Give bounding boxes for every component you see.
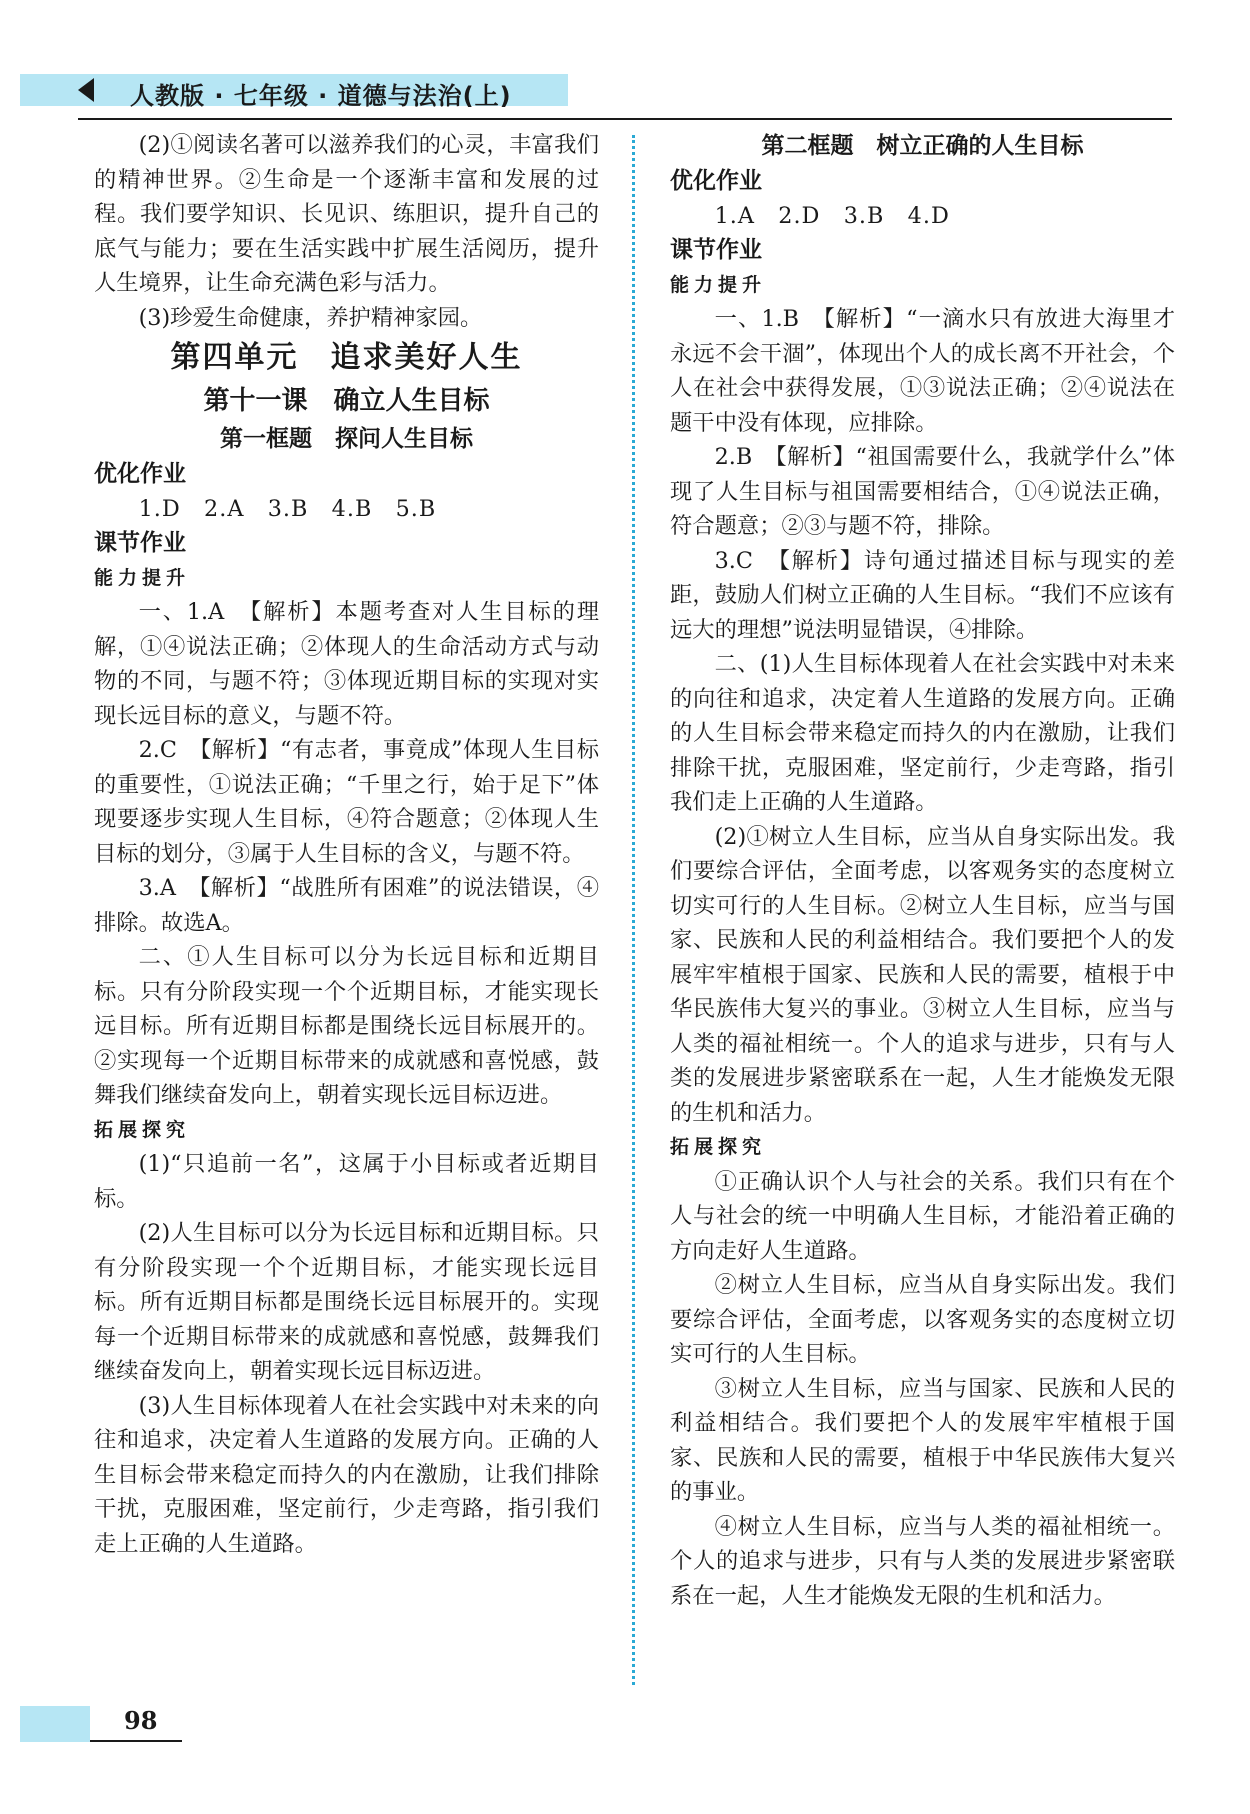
right-column — [670, 128, 1175, 1613]
section-heading: 优化作业 — [94, 461, 186, 487]
answer-paragraph: ①正确认识个人与社会的关系。我们只有在个人与社会的统一中明确人生目标，才能沿着正确的方向走好人生道路。 — [670, 1168, 1175, 1264]
answer-paragraph: 二、(1)人生目标体现着人在社会实践中对未来的向往和追求，决定着人生道路的发展方向。正确的人生目标会带来稳定而持久的内在激励，让我们排除干扰，克服困难，坚定前行，少走弯路，指引我们走上正确的人生道路。 — [670, 651, 1175, 815]
footer-rule — [90, 1740, 182, 1742]
subsection-heading: 能力提升 — [94, 566, 191, 589]
section-heading: 课节作业 — [670, 237, 762, 263]
answer-paragraph: 一、1.B 【解析】“一滴水只有放进大海里才永远不会干涸”，体现出个人的成长离不开社会，个人在社会中获得发展，①③说法正确；②④说法在题干中没有体现，应排除。 — [670, 306, 1175, 436]
section-heading: 课节作业 — [94, 530, 186, 556]
answer-paragraph: (3)人生目标体现着人在社会实践中对未来的向往和追求，决定着人生道路的发展方向。正确的人生目标会带来稳定而持久的内在激励，让我们排除干扰，克服困难，坚定前行，少走弯路，指引我们走上正确的人生道路。 — [94, 1392, 599, 1557]
answer-paragraph: 3.A 【解析】“战胜所有困难”的说法错误，④排除。故选A。 — [94, 875, 599, 936]
frame-title: 第二框题 树立正确的人生目标 — [761, 132, 1084, 159]
section-heading: 优化作业 — [670, 168, 762, 194]
answer-paragraph: ③树立人生目标，应当与国家、民族和人民的利益相结合。我们要把个人的发展牢牢植根于国家、民族和人民的需要，植根于中华民族伟大复兴的事业。 — [670, 1375, 1175, 1505]
answer-paragraph: 一、1.A 【解析】本题考查对人生目标的理解，①④说法正确；②体现人的生命活动方式与动物的不同，与题不符；③体现近期目标的实现对实现长远目标的意义，与题不符。 — [94, 599, 599, 729]
answer-key: 1.A 2.D 3.B 4.D — [714, 202, 950, 229]
answer-paragraph: (2)①阅读名著可以滋养我们的心灵，丰富我们的精神世界。②生命是一个逐渐丰富和发展的过程。我们要学知识、长见识、练胆识，提升自己的底气与能力；要在生活实践中扩展生活阅历，提升人生境界，让生命充满色彩与活力。 — [94, 132, 599, 296]
lesson-title: 第十一课 确立人生目标 — [203, 386, 490, 416]
subsection-heading: 拓展探究 — [94, 1118, 191, 1141]
left-column — [94, 128, 599, 1561]
answer-paragraph: 2.C 【解析】“有志者，事竟成”体现人生目标的重要性，①说法正确；“千里之行，始于足下”体现要逐步实现人生目标，④符合题意；②体现人生目标的划分，③属于人生目标的含义，与题不符。 — [94, 737, 599, 867]
answer-key: 1.D 2.A 3.B 4.B 5.B — [138, 495, 437, 522]
header-rule — [78, 118, 1172, 120]
back-arrow-icon — [78, 78, 94, 102]
answer-paragraph: 3.C 【解析】诗句通过描述目标与现实的差距，鼓励人们树立正确的人生目标。“我们不应该有远大的理想”说法明显错误，④排除。 — [670, 547, 1175, 643]
answer-paragraph: (1)“只追前一名”，这属于小目标或者近期目标。 — [94, 1151, 599, 1212]
footer-band — [20, 1706, 90, 1742]
book-title: 人教版 · 七年级 · 道德与法治(上) — [130, 82, 512, 110]
answer-paragraph: (3)珍爱生命健康，养护精神家园。 — [138, 304, 483, 331]
frame-title: 第一框题 探问人生目标 — [220, 425, 473, 452]
answer-paragraph: (2)①树立人生目标，应当从自身实际出发。我们要综合评估，全面考虑，以客观务实的态度树立切实可行的人生目标。②树立人生目标，应当与国家、民族和人民的利益相结合。我们要把个人的发展牢牢植根于国家、民族和人民的需要，植根于中华民族伟大复兴的事业。③树立人生目标，应当与人类的福祉相统一。个人的追求与进步，只有与人类的发展进步紧密联系在一起，人生才能焕发无限的生机和活力。 — [670, 823, 1175, 1126]
subsection-heading: 拓展探究 — [670, 1136, 767, 1158]
answer-paragraph: ④树立人生目标，应当与人类的福祉相统一。个人的追求与进步，只有与人类的发展进步紧密联系在一起，人生才能焕发无限的生机和活力。 — [670, 1513, 1175, 1609]
answer-paragraph: 二、①人生目标可以分为长远目标和近期目标。只有分阶段实现一个个近期目标，才能实现长远目标。所有近期目标都是围绕长远目标展开的。②实现每一个近期目标带来的成就感和喜悦感，鼓舞我们继续奋发向上，朝着实现长远目标迈进。 — [94, 944, 599, 1108]
column-divider — [632, 135, 635, 1685]
answer-paragraph: (2)人生目标可以分为长远目标和近期目标。只有分阶段实现一个个近期目标，才能实现长远目标。所有近期目标都是围绕长远目标展开的。实现每一个近期目标带来的成就感和喜悦感，鼓舞我们继续奋发向上，朝着实现长远目标迈进。 — [94, 1220, 599, 1384]
subsection-heading: 能力提升 — [670, 273, 767, 296]
answer-paragraph: 2.B 【解析】“祖国需要什么，我就学什么”体现了人生目标与祖国需要相结合，①④说法正确，符合题意；②③与题不符，排除。 — [670, 444, 1175, 539]
unit-title: 第四单元 追求美好人生 — [170, 340, 523, 375]
answer-paragraph: ②树立人生目标，应当从自身实际出发。我们要综合评估，全面考虑，以客观务实的态度树立切实可行的人生目标。 — [670, 1272, 1175, 1367]
page-number: 98 — [124, 1706, 158, 1735]
